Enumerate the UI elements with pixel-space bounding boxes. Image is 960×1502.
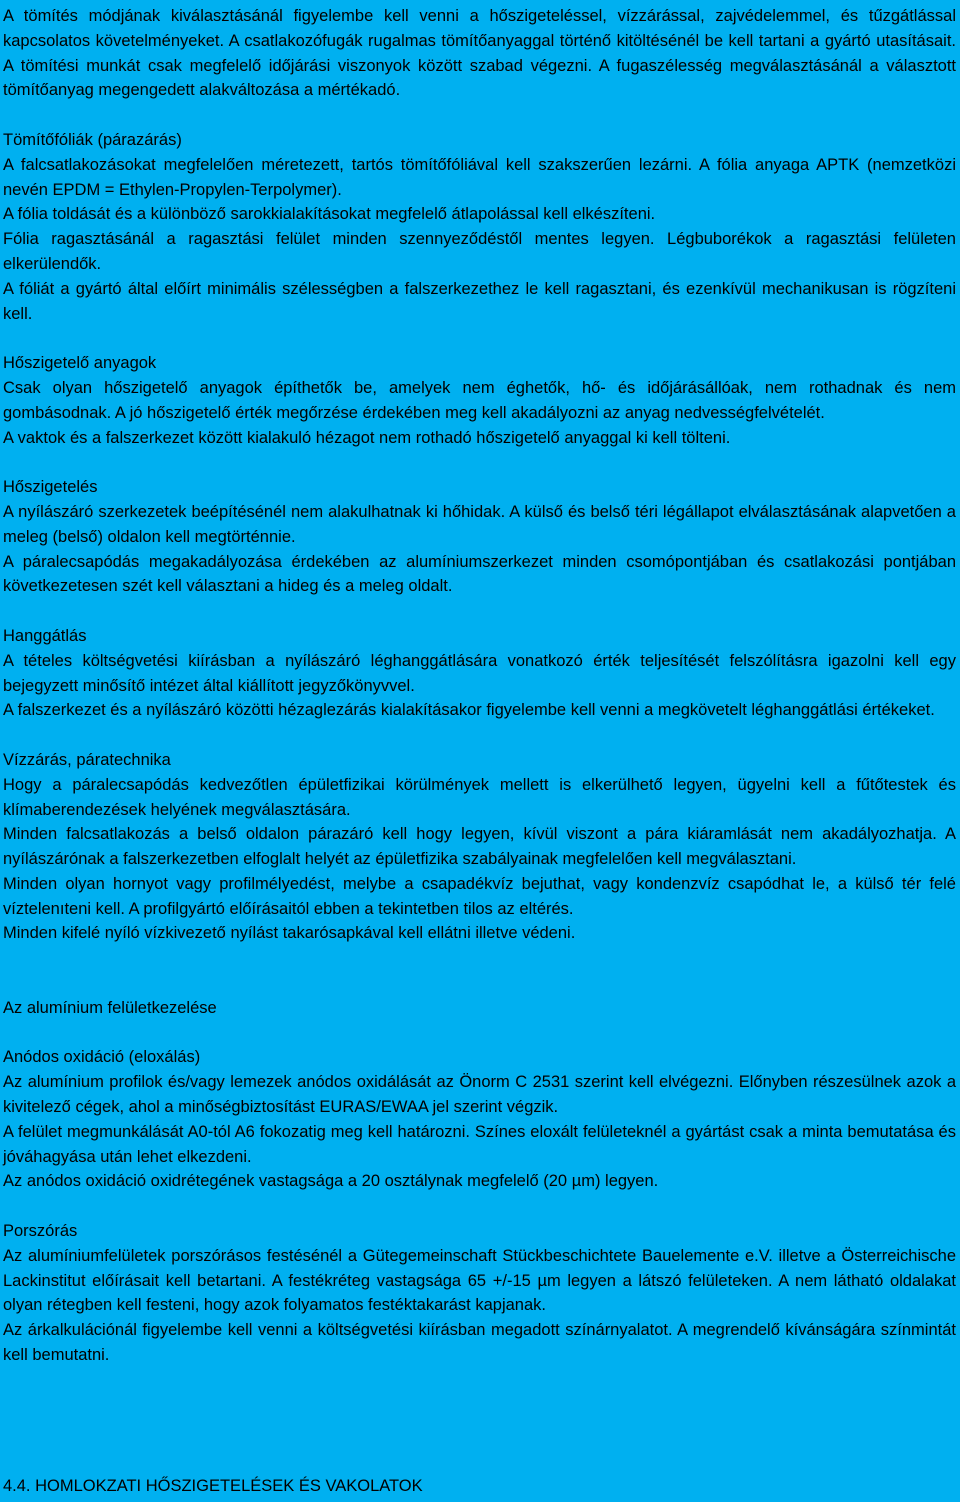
paragraph: Minden olyan hornyot vagy profilmélyedést, melybe a csapadékvíz bejuthat, vagy kondenzvíz csapódhat le, a külső tér felé víztelenıteni kell. A profilgyártó előírásaitól ebben a tekintetben tilos az eltérés. xyxy=(3,874,956,918)
section-heading-hoszigeteles: Hőszigetelés xyxy=(3,478,98,497)
spacer xyxy=(3,723,956,748)
paragraph: A falcsatlakozásokat megfelelően méretezett, tartós tömítőfóliával kell szakszerűen lezárni. A fólia anyaga APTK (nemzetközi nevén EPDM = Ethylen-Propylen-Terpolymer). xyxy=(3,155,956,199)
paragraph: A fóliát a gyártó által előírt minimális szélességben a falszerkezethez le kell ragasztani, és ezenkívül mechanikusan is rögzíteni kell. xyxy=(3,279,956,323)
spacer xyxy=(3,946,956,996)
spacer xyxy=(3,103,956,128)
spacer xyxy=(3,450,956,475)
chapter-heading: 4.4. HOMLOKZATI HŐSZIGETELÉSEK ÉS VAKOLATOK xyxy=(3,1477,423,1495)
paragraph: A tételes költségvetési kiírásban a nyílászáró léghanggátlására vonatkozó érték teljesítését felszólításra igazolni kell egy bejegyzett minősítő intézet által kiállított jegyzőkönyvvel. xyxy=(3,651,956,695)
section-heading-vizzaras: Vízzárás, páratechnika xyxy=(3,750,171,769)
paragraph: A fólia toldását és a különböző sarokkialakításokat megfelelő átlapolással kell elkészíteni. xyxy=(3,205,656,224)
paragraph: Fólia ragasztásánál a ragasztási felület minden szennyeződéstől mentes legyen. Légbuborékok a ragasztási felületen elkerülendők. xyxy=(3,230,956,273)
section-heading-porszoras: Porszórás xyxy=(3,1222,78,1241)
intro-paragraph: A tömítés módjának kiválasztásánál figyelembe kell venni a hőszigeteléssel, vízzárással, zajvédelemmel, és tűzgátlással kapcsolatos követelményeket. A csatlakozófugák rugalmas tömítőanyaggal történő kitöltésénél be kell tartani a gyártó utasításait. A tömítési munkát csak megfelelő időjárási viszonyok között szabad végezni. A fugaszélesség megválasztásánál a választott tömítőanyag megengedett alakváltozása a mértékadó. xyxy=(3,7,956,100)
paragraph: Minden falcsatlakozás a belső oldalon párazáró kell hogy legyen, kívül viszont a pára kiáramlását nem akadályozhatja. A nyílászárónak a falszerkezetben elfoglalt helyét az épületfizika szabályainak megfelelően kell megválasztani. xyxy=(3,825,956,869)
paragraph: Csak olyan hőszigetelő anyagok építhetők be, amelyek nem éghetők, hő- és időjárásállóak, nem rothadnak és nem gombásodnak. A jó hőszigetelő érték megőrzése érdekében meg kell akadályozni az anyag nedvességfelvételét. xyxy=(3,378,956,422)
spacer xyxy=(3,1194,956,1219)
section-heading-hoszigetelo-anyagok: Hőszigetelő anyagok xyxy=(3,354,157,373)
paragraph: Az anódos oxidáció oxidrétegének vastagsága a 20 osztálynak megfelelő (20 µm) legyen. xyxy=(3,1172,659,1191)
paragraph: A nyílászáró szerkezetek beépítésénél nem alakulhatnak ki hőhidak. A külső és belső téri légállapot elválasztásának alapvetően a meleg (belső) oldalon kell megtörténnie. xyxy=(3,502,956,546)
section-heading-anodos-oxidacio: Anódos oxidáció (eloxálás) xyxy=(3,1048,201,1067)
paragraph: Az alumínium profilok és/vagy lemezek anódos oxidálását az Önorm C 2531 szerint kell elvégezni. Előnyben részesülnek azok a kivitelező cégek, ahol a minőségbiztosítást EURAS/EWAA jel szerint végzik. xyxy=(3,1073,956,1117)
section-heading-tomitofoliak: Tömítőfóliák (párazárás) xyxy=(3,130,182,149)
paragraph: A felület megmunkálását A0-tól A6 fokozatig meg kell határozni. Színes eloxált felületeknél a gyártást csak a minta bemutatása és jóváhagyása után lehet elkezdeni. xyxy=(3,1122,956,1166)
paragraph: A vaktok és a falszerkezet között kialakuló hézagot nem rothadó hőszigetelő anyaggal ki kell tölteni. xyxy=(3,428,731,447)
aluminium-heading: Az alumínium felületkezelése xyxy=(3,998,217,1017)
spacer xyxy=(3,599,956,624)
paragraph: Hogy a páralecsapódás kedvezőtlen épületfizikai körülmények mellett is elkerülhető legyen, ügyelni kell a fűtőtestek és klímaberendezések helyének megválasztására. xyxy=(3,775,956,819)
paragraph: Az alumíniumfelületek porszórásos festésénél a Gütegemeinschaft Stückbeschichtete Bauelemente e.V. illetve a Österreichische Lackinstitut előírásait kell betartani. A festékréteg vastagsága 65 +/-15 µm legyen a látszó felületeken. A nem látható oldalakat olyan rétegben kell festeni, hogy azok folyamatos festéktakarást kapjanak. xyxy=(3,1246,956,1315)
spacer xyxy=(3,1021,956,1046)
paragraph: Az árkalkulációnál figyelembe kell venni a költségvetési kiírásban megadott színárnyalatot. A megrendelő kívánságára színmintát kell bemutatni. xyxy=(3,1321,956,1365)
section-heading-hanggatlas: Hanggátlás xyxy=(3,626,87,645)
paragraph: A falszerkezet és a nyílászáró közötti hézaglezárás kialakításakor figyelembe kell venni a megkövetelt léghanggátlási értékeket. xyxy=(3,701,935,720)
paragraph: A páralecsapódás megakadályozása érdekében az alumíniumszerkezet minden csomópontjában és csatlakozási pontjában következetesen szét kell választani a hideg és a meleg oldalt. xyxy=(3,552,956,596)
spacer xyxy=(3,326,956,351)
paragraph: Minden kifelé nyíló vízkivezető nyílást takarósapkával kell ellátni illetve védeni. xyxy=(3,924,576,943)
